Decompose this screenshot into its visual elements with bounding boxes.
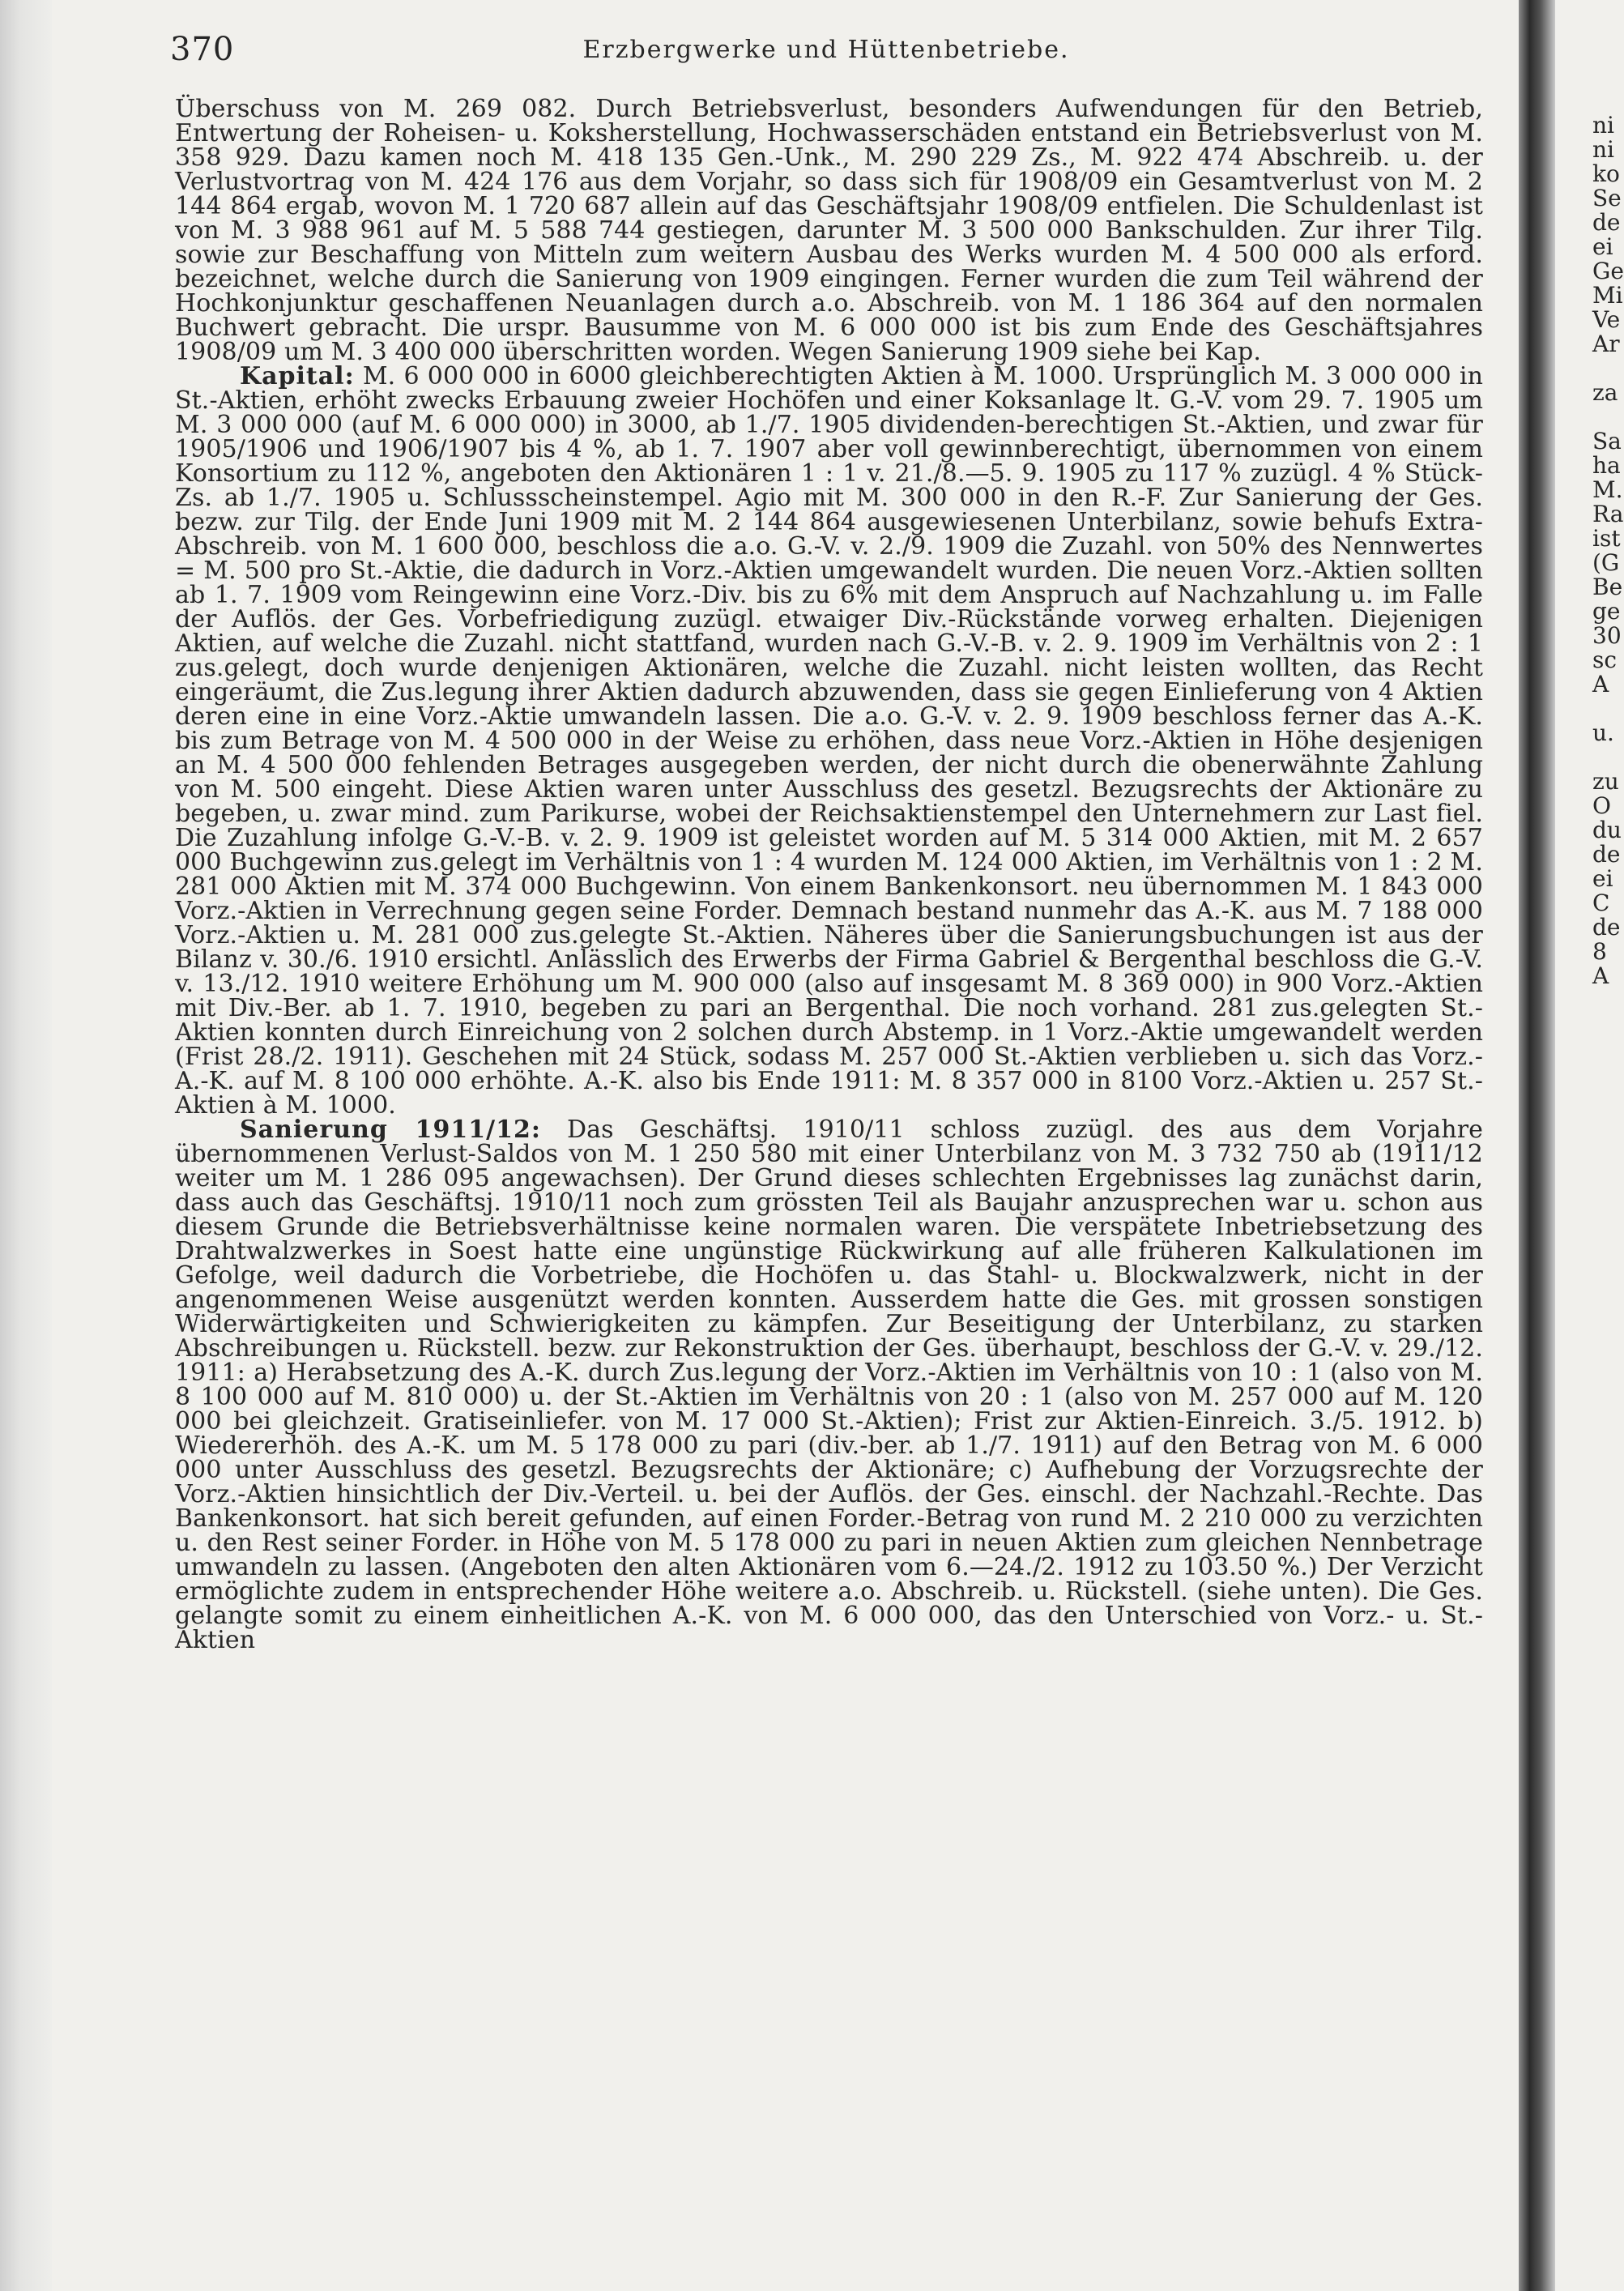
facing-page-fragment: ei	[1592, 865, 1613, 892]
facing-page-fragment: C	[1592, 890, 1610, 916]
main-text-column	[175, 97, 1483, 1653]
facing-page-fragment: ha	[1592, 452, 1621, 479]
facing-page-fragment: du	[1592, 817, 1622, 843]
paragraph-text: Überschuss von M. 269 082. Durch Betriebsverlust, besonders Aufwendungen für den Betrieb, Entwertung der Roheisen- u. Koksherstellung, Hochwasserschäden entstand ein Betriebsverlust von M. 358 929. Dazu kamen noch M. 418 135 Gen.-Unk., M. 290 229 Zs., M. 922 474 Abschreib. u. der Verlustvortrag von M. 424 176 aus dem Vorjahr, so dass sich für 1908/09 ein Gesamtverlust von M. 2 144 864 ergab, wovon M. 1 720 687 allein auf das Geschäftsjahr 1908/09 entfielen. Die Schuldenlast ist von M. 3 988 961 auf M. 5 588 744 gestiegen, darunter M. 3 500 000 Bankschulden. Zur ihrer Tilg. sowie zur Beschaffung von Mitteln zum weitern Ausbau des Werks wurden M. 4 500 000 als erford. bezeichnet, welche durch die Sanierung von 1909 eingingen. Ferner wurden die zum Teil während der Hochkonjunktur geschaffenen Neuanlagen durch a.o. Abschreib. von M. 1 186 364 auf den normalen Buchwert gebracht. Die urspr. Bausumme von M. 6 000 000 ist bis zum Ende des Geschäftsjahres 1908/09 um M. 3 400 000 überschritten worden. Wegen Sanierung 1909 siehe bei Kap.	[175, 95, 1483, 366]
paragraph-sanierung	[175, 1118, 1483, 1653]
paragraph-lead-kapital: Kapital:	[240, 362, 355, 390]
facing-page-fragment: za	[1592, 379, 1618, 406]
facing-page-fragment: O	[1592, 792, 1611, 819]
paragraph-lead-sanierung: Sanierung 1911/12:	[240, 1116, 541, 1144]
facing-page-fragment: A	[1592, 962, 1609, 989]
facing-page-fragment: Ar	[1592, 331, 1620, 357]
facing-page-fragment: sc	[1592, 646, 1618, 673]
facing-page-fragment: ko	[1592, 160, 1620, 187]
facing-page-fragment: de	[1592, 841, 1621, 868]
facing-page-fragment: ni	[1592, 112, 1614, 139]
facing-page-fragment: Ve	[1592, 306, 1621, 333]
paragraph-text: M. 6 000 000 in 6000 gleichberechtigten Aktien à M. 1000. Ursprünglich M. 3 000 000 in St.-Aktien, erhöht zwecks Erbauung zweier Hochöfen und einer Koksanlage lt. G.-V. vom 29. 7. 1905 um M. 3 000 000 (auf M. 6 000 000) in 3000, ab 1./7. 1905 dividenden-berechtigen St.-Aktien, und zwar für 1905/1906 und 1906/1907 bis 4 %, ab 1. 7. 1907 aber voll gewinnberechtigt, übernommen von einem Konsortium zu 112 %, angeboten den Aktionären 1 : 1 v. 21./8.—5. 9. 1905 zu 117 % zuzügl. 4 % Stück-Zs. ab 1./7. 1905 u. Schlussscheinstempel. Agio mit M. 300 000 in den R.-F. Zur Sanierung der Ges. bezw. zur Tilg. der Ende Juni 1909 mit M. 2 144 864 ausgewiesenen Unterbilanz, sowie behufs Extra-Abschreib. von M. 1 600 000, beschloss die a.o. G.-V. v. 2./9. 1909 die Zuzahl. von 50% des Nennwertes = M. 500 pro St.-Aktie, die dadurch in Vorz.-Aktien umgewandelt wurden. Die neuen Vorz.-Aktien sollten ab 1. 7. 1909 vom Reingewinn eine Vorz.-Div. bis zu 6% mit dem Anspruch auf Nachzahlung u. im Falle der Auflös. der Ges. Vorbefriedigung zuzügl. etwaiger Div.-Rückstände vorweg erhalten. Diejenigen Aktien, auf welche die Zuzahl. nicht stattfand, wurden nach G.-V.-B. v. 2. 9. 1909 im Verhältnis von 2 : 1 zus.gelegt, doch wurde denjenigen Aktionären, welche die Zuzahl. nicht leisten wollten, das Recht eingeräumt, die Zus.legung ihrer Aktien dadurch abzuwenden, dass sie gegen Einlieferung von 4 Aktien deren eine in eine Vorz.-Aktie umwandeln lassen. Die a.o. G.-V. v. 2. 9. 1909 beschloss ferner das A.-K. bis zum Betrage von M. 4 500 000 in der Weise zu erhöhen, dass neue Vorz.-Aktien in Höhe desjenigen an M. 4 500 000 fehlenden Betrages ausgegeben werden, der nicht durch die obenerwähnte Zahlung von M. 500 eingeht. Diese Aktien waren unter Ausschluss des gesetzl. Bezugsrechts der Aktionäre zu begeben, u. zwar mind. zum Parikurse, wobei der Reichsaktienstempel den Unternehmern zur Last fiel. Die Zuzahlung infolge G.-V.-B. v. 2. 9. 1909 ist geleistet worden auf M. 5 314 000 Aktien, mit M. 2 657 000 Buchgewinn zus.gelegt im Verhältnis von 1 : 4 wurden M. 124 000 Aktien, im Verhältnis von 1 : 2 M. 281 000 Aktien mit M. 374 000 Buchgewinn. Von einem Bankenkonsort. neu übernommen M. 1 843 000 Vorz.-Aktien in Verrechnung gegen seine Forder. Demnach bestand nunmehr das A.-K. aus M. 7 188 000 Vorz.-Aktien u. M. 281 000 zus.gelegte St.-Aktien. Näheres über die Sanierungsbuchungen ist aus der Bilanz v. 30./6. 1910 ersichtl. Anlässlich des Erwerbs der Firma Gabriel & Bergenthal beschloss die G.-V. v. 13./12. 1910 weitere Erhöhung um M. 900 000 (also auf insgesamt M. 8 369 000) in 900 Vorz.-Aktien mit Div.-Ber. ab 1. 7. 1910, begeben zu pari an Bergenthal. Die noch vorhand. 281 zus.gelegten St.-Aktien konnten durch Einreichung von 2 solchen durch Abstemp. in 1 Vorz.-Aktie umgewandelt werden (Frist 28./2. 1911). Geschehen mit 24 Stück, sodass M. 257 000 St.-Aktien verblieben u. sich das Vorz.-A.-K. auf M. 8 100 000 erhöhte. A.-K. also bis Ende 1911: M. 8 357 000 in 8100 Vorz.-Aktien u. 257 St.-Aktien à M. 1000.	[175, 362, 1483, 1120]
facing-page-fragment	[1592, 745, 1620, 770]
paragraph-text: Das Geschäftsj. 1910/11 schloss zuzügl. des aus dem Vorjahre übernommenen Verlust-Saldos von M. 1 250 580 mit einer Unterbilanz von M. 3 732 750 ab (1911/12 weiter um M. 1 286 095 angewachsen). Der Grund dieses schlechten Ergebnisses lag zunächst darin, dass auch das Geschäftsj. 1910/11 noch zum grössten Teil als Baujahr anzusprechen war u. schon aus diesem Grunde die Betriebsverhältnisse keine normalen waren. Die verspätete Inbetriebsetzung des Drahtwalzwerkes in Soest hatte eine ungünstige Rückwirkung auf alle früheren Kalkulationen im Gefolge, weil dadurch die Vorbetriebe, die Hochöfen u. das Stahl- u. Blockwalzwerk, nicht in der angenommenen Weise ausgenützt werden konnten. Ausserdem hatte die Ges. mit grossen sonstigen Widerwärtigkeiten und Schwierigkeiten zu kämpfen. Zur Beseitigung der Unterbilanz, zu starken Abschreibungen u. Rückstell. bezw. zur Rekonstruktion der Ges. überhaupt, beschloss der G.-V. v. 29./12. 1911: a) Herabsetzung des A.-K. durch Zus.legung der Vorz.-Aktien im Verhältnis von 10 : 1 (also von M. 8 100 000 auf M. 810 000) u. der St.-Aktien im Verhältnis von 20 : 1 (also von M. 257 000 auf M. 120 000 bei gleichzeit. Gratiseinliefer. von M. 17 000 St.-Aktien); Frist zur Aktien-Einreich. 3./5. 1912. b) Wiedererhöh. des A.-K. um M. 5 178 000 zu pari (div.-ber. ab 1./7. 1911) auf den Betrag von M. 6 000 000 unter Ausschluss des gesetzl. Bezugsrechts der Aktionäre; c) Aufhebung der Vorzugsrechte der Vorz.-Aktien hinsichtlich der Div.-Verteil. u. bei der Auflös. der Ges. einschl. der Nachzahl.-Rechte. Das Bankenkonsort. hat sich bereit gefunden, auf einen Forder.-Betrag von rund M. 2 210 000 zu verzichten u. den Rest seiner Forder. in Höhe von M. 5 178 000 zu pari in neuen Aktien zum gleichen Nennbetrage umwandeln zu lassen. (Angeboten den alten Aktionären vom 6.—24./2. 1912 zu 103.50 %.) Der Verzicht ermöglichte zudem in entsprechender Höhe weitere a.o. Abschreib. u. Rückstell. (siehe unten). Die Ges. gelangte somit zu einem einheitlichen A.-K. von M. 6 000 000, das den Unterschied von Vorz.- u. St.-Aktien	[175, 1116, 1483, 1654]
facing-page-fragment	[1592, 356, 1620, 381]
facing-page-edge	[1592, 112, 1624, 2252]
facing-page-fragment: Ra	[1592, 501, 1624, 527]
facing-page-fragment: Ge	[1592, 258, 1624, 284]
facing-page-fragment: ge	[1592, 598, 1621, 625]
book-gutter	[1519, 0, 1555, 2291]
facing-page-fragment: 8	[1592, 938, 1607, 965]
facing-page-fragment: Se	[1592, 185, 1622, 211]
facing-page-fragment: Sa	[1592, 428, 1622, 454]
facing-page-fragment: ei	[1592, 233, 1613, 260]
facing-page-fragment: A	[1592, 671, 1609, 698]
facing-page-fragment: ni	[1592, 136, 1614, 163]
facing-page-fragment: de	[1592, 914, 1621, 941]
paragraph-loss-report	[175, 97, 1483, 365]
facing-page-fragment: (G	[1592, 549, 1620, 576]
facing-page-fragment: de	[1592, 209, 1621, 236]
facing-page-fragment: 30	[1592, 622, 1622, 649]
facing-page-fragment	[1592, 697, 1620, 721]
page-header	[170, 31, 1482, 79]
facing-page-fragment: M.	[1592, 476, 1623, 503]
scan-left-margin-shadow	[0, 0, 52, 2291]
facing-page-fragment: u.	[1592, 719, 1614, 746]
facing-page-fragment: Mi	[1592, 282, 1623, 309]
facing-page-fragment	[1592, 405, 1620, 429]
running-title: Erzbergwerke und Hüttenbetriebe.	[582, 36, 1070, 64]
paragraph-kapital	[175, 362, 1483, 1120]
facing-page-fragment: ist	[1592, 525, 1621, 552]
facing-page-fragment: Be	[1592, 574, 1623, 600]
facing-page-fragment: zu	[1592, 768, 1619, 795]
page-number: 370	[170, 31, 235, 68]
